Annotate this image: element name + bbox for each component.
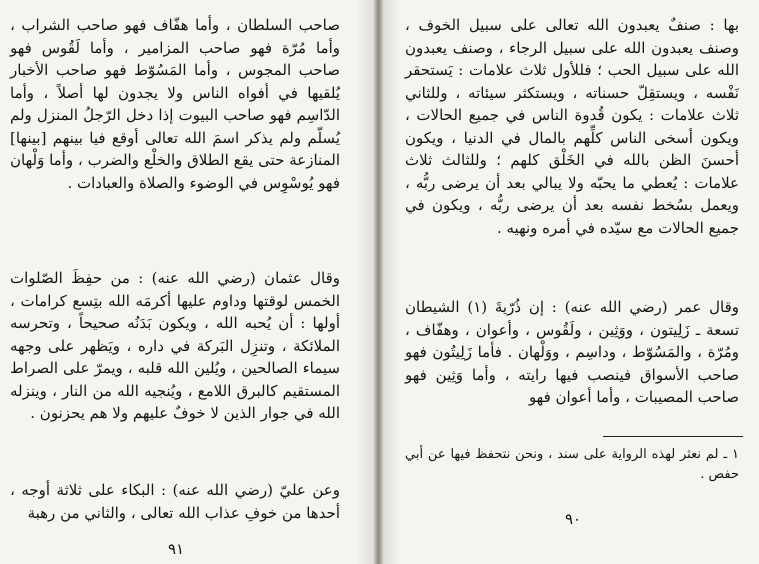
left-paragraph-1: صاحب السلطان ، وأما هفّاف فهو صاحب الشراب ، وأما مُرّة فهو صاحب المزامير ، وأما لَقُوس فهو صاحب المجوس ، وأما المَسُوّط فهو صاحب الأخبار يُلقيها في أفواه الناس ولا يجدون لها أصلاً ، وأما الدّاسِم فهو صاحب البيوت إذا دخل الرّجلُ المنزل ولم يُسلّم ولم يذكر اسمَ الله تعالى أوقع فيا بينهم [بينها] المنازعة حتى يقع الطلاق والخلْع والضرب ، وأما وَلْهان فهو يُوسْوِس في الوضوء والصلاة والعبادات . <box>10 16 340 192</box>
footnote-rule <box>603 436 743 437</box>
right-paragraph-2: وقال عمر (رضي الله عنه) : إن ذُرّيةَ (١) الشيطان تسعة ـ زَلِيتون ، ووَثِين ، ولَقُوس ، وأعوان ، وهفّاف ، ومُرّة ، والمَسُوّط ، وداسِم ، ووَلْهان . فأما زَلِيتُون فهو صاحب الأسواق فينصب فيها رايته ، وأما وَثِين فهو صاحب المصيبات ، وأما أعوان فهو <box>405 298 740 406</box>
right-paragraph-1: بها : صنفٌ يعبدون الله تعالى على سبيل الخوف ، وصنف يعبدون الله على سبيل الرجاء ، وصنف يعبدون الله على سبيل الحب ؛ فللأول ثلاث علامات : يَستحقر نَفْسه ، ويستقِلّ حسناته ، ويستكثر سيئاته ، وللثاني ثلاث علامات : يكون قُدوة الناس في جميع الحالات ، ويكون أسخى الناس كلِّهم بالمال في الدنيا ، ويكون أحسنَ الظن بالله في الخَلْق كلهم ؛ وللثالث ثلاث علامات : يُعطي ما يحبّه ولا يبالي بعد أن يرضى ربُّه ، ويعمل بسُخط نفسه بعد أن يرضى ربُّه ، ويكون في جميع الحالات مع سيّده في أمره ونهيه . <box>405 16 739 237</box>
book-gutter <box>374 0 383 564</box>
footnote: ١ ـ لم نعثر لهذه الرواية على سند ، ونحن نتحفظ فيها عن أبي حفص . <box>405 447 739 482</box>
left-page-gutter-shadow <box>356 0 374 564</box>
page-number-left: ٩١ <box>168 540 185 558</box>
right-page <box>383 0 759 564</box>
right-page-gutter-shadow <box>383 0 401 564</box>
left-paragraph-3: وعن عليّ (رضي الله عنه) : البكاء على ثلاثة أوجه ، أحدها من خوفِ عذاب الله تعالى ، والثاني من رهبة <box>10 481 340 522</box>
page-number-right: ٩٠ <box>565 510 582 528</box>
left-page <box>0 0 374 564</box>
left-paragraph-2: وقال عثمان (رضي الله عنه) : من حفِظَ الصّلوات الخمس لوقتها وداوم عليها أكرمَه الله بتِسع كرامات ، أولها : أن يُحبه الله ، ويكون بَدَنُه صحيحاً ، وتحرسه الملائكة ، وتنزِل البَركة في داره ، ويَظهر على وجهه سيماء الصالحين ، ويُلين الله قلبه ، ويمرّ على الصراط المستقيم كالبرق اللامع ، ويُنجيه الله من النار ، وينزله الله في جوار الذين لا خوفٌ عليهم ولا هم يحزنون . <box>10 269 340 422</box>
